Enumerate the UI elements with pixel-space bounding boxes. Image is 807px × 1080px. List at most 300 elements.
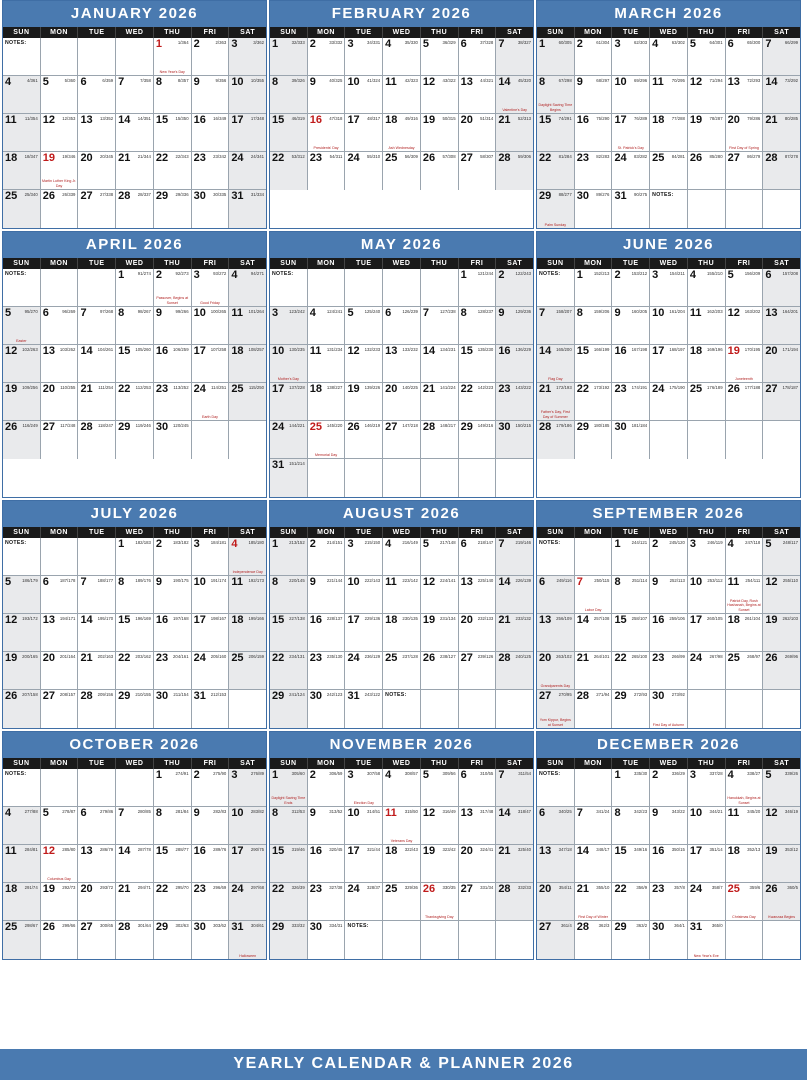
day-cell[interactable] [688, 769, 726, 807]
notes-cell[interactable] [345, 921, 383, 959]
day-cell[interactable] [270, 383, 308, 421]
day-cell[interactable] [421, 769, 459, 807]
day-cell[interactable] [612, 76, 650, 114]
day-cell[interactable] [41, 76, 79, 114]
day-cell[interactable] [650, 76, 688, 114]
day-cell[interactable] [763, 114, 800, 152]
empty-cell[interactable] [726, 421, 764, 459]
day-cell[interactable] [308, 921, 346, 959]
notes-cell[interactable] [537, 538, 575, 576]
day-cell[interactable] [459, 421, 497, 459]
day-cell[interactable] [537, 190, 575, 228]
empty-cell[interactable] [575, 769, 613, 807]
empty-cell[interactable] [229, 690, 266, 728]
day-cell[interactable] [496, 614, 533, 652]
day-cell[interactable] [154, 921, 192, 959]
day-cell[interactable] [612, 690, 650, 728]
day-cell[interactable] [650, 614, 688, 652]
day-cell[interactable] [763, 883, 800, 921]
day-cell[interactable] [383, 576, 421, 614]
day-cell[interactable] [383, 307, 421, 345]
day-cell[interactable] [308, 38, 346, 76]
day-cell[interactable] [308, 307, 346, 345]
day-cell[interactable] [78, 345, 116, 383]
day-cell[interactable] [726, 76, 764, 114]
empty-cell[interactable] [116, 769, 154, 807]
day-cell[interactable] [537, 652, 575, 690]
day-cell[interactable] [3, 421, 41, 459]
day-cell[interactable] [229, 345, 266, 383]
day-cell[interactable] [116, 921, 154, 959]
empty-cell[interactable] [688, 190, 726, 228]
day-cell[interactable] [229, 38, 266, 76]
day-cell[interactable] [688, 883, 726, 921]
day-cell[interactable] [116, 807, 154, 845]
day-cell[interactable] [270, 769, 308, 807]
notes-cell[interactable] [3, 38, 41, 76]
empty-cell[interactable] [496, 921, 533, 959]
day-cell[interactable] [650, 845, 688, 883]
day-cell[interactable] [575, 114, 613, 152]
empty-cell[interactable] [345, 269, 383, 307]
day-cell[interactable] [688, 576, 726, 614]
day-cell[interactable] [688, 38, 726, 76]
day-cell[interactable] [421, 652, 459, 690]
day-cell[interactable] [270, 614, 308, 652]
day-cell[interactable] [726, 307, 764, 345]
day-cell[interactable] [192, 614, 230, 652]
day-cell[interactable] [537, 345, 575, 383]
day-cell[interactable] [3, 883, 41, 921]
empty-cell[interactable] [421, 269, 459, 307]
day-cell[interactable] [537, 921, 575, 959]
day-cell[interactable] [270, 345, 308, 383]
day-cell[interactable] [192, 769, 230, 807]
day-cell[interactable] [78, 921, 116, 959]
day-cell[interactable] [154, 383, 192, 421]
day-cell[interactable] [78, 690, 116, 728]
day-cell[interactable] [650, 769, 688, 807]
day-cell[interactable] [3, 807, 41, 845]
day-cell[interactable] [537, 307, 575, 345]
day-cell[interactable] [612, 614, 650, 652]
notes-cell[interactable] [3, 538, 41, 576]
day-cell[interactable] [575, 921, 613, 959]
day-cell[interactable] [496, 769, 533, 807]
day-cell[interactable] [612, 421, 650, 459]
day-cell[interactable] [612, 769, 650, 807]
day-cell[interactable] [612, 114, 650, 152]
day-cell[interactable] [383, 538, 421, 576]
day-cell[interactable] [383, 769, 421, 807]
day-cell[interactable] [345, 652, 383, 690]
day-cell[interactable] [78, 383, 116, 421]
notes-cell[interactable] [3, 769, 41, 807]
day-cell[interactable] [78, 421, 116, 459]
day-cell[interactable] [575, 576, 613, 614]
day-cell[interactable] [154, 76, 192, 114]
day-cell[interactable] [78, 152, 116, 190]
day-cell[interactable] [688, 152, 726, 190]
day-cell[interactable] [308, 576, 346, 614]
day-cell[interactable] [763, 383, 800, 421]
day-cell[interactable] [575, 383, 613, 421]
empty-cell[interactable] [192, 421, 230, 459]
day-cell[interactable] [345, 421, 383, 459]
empty-cell[interactable] [383, 921, 421, 959]
day-cell[interactable] [229, 383, 266, 421]
day-cell[interactable] [575, 152, 613, 190]
day-cell[interactable] [383, 383, 421, 421]
day-cell[interactable] [650, 807, 688, 845]
day-cell[interactable] [496, 307, 533, 345]
empty-cell[interactable] [575, 538, 613, 576]
day-cell[interactable] [383, 421, 421, 459]
day-cell[interactable] [688, 345, 726, 383]
day-cell[interactable] [496, 269, 533, 307]
day-cell[interactable] [383, 614, 421, 652]
day-cell[interactable] [345, 576, 383, 614]
day-cell[interactable] [688, 921, 726, 959]
day-cell[interactable] [763, 269, 800, 307]
day-cell[interactable] [78, 807, 116, 845]
day-cell[interactable] [421, 883, 459, 921]
day-cell[interactable] [496, 652, 533, 690]
day-cell[interactable] [270, 807, 308, 845]
empty-cell[interactable] [41, 38, 79, 76]
day-cell[interactable] [41, 921, 79, 959]
empty-cell[interactable] [421, 921, 459, 959]
day-cell[interactable] [41, 576, 79, 614]
day-cell[interactable] [612, 807, 650, 845]
day-cell[interactable] [763, 807, 800, 845]
day-cell[interactable] [383, 38, 421, 76]
empty-cell[interactable] [763, 190, 800, 228]
day-cell[interactable] [78, 190, 116, 228]
day-cell[interactable] [421, 538, 459, 576]
day-cell[interactable] [650, 383, 688, 421]
day-cell[interactable] [496, 345, 533, 383]
day-cell[interactable] [3, 576, 41, 614]
day-cell[interactable] [154, 421, 192, 459]
day-cell[interactable] [650, 652, 688, 690]
day-cell[interactable] [270, 845, 308, 883]
day-cell[interactable] [537, 421, 575, 459]
day-cell[interactable] [308, 421, 346, 459]
day-cell[interactable] [229, 190, 266, 228]
day-cell[interactable] [650, 576, 688, 614]
day-cell[interactable] [270, 152, 308, 190]
empty-cell[interactable] [383, 269, 421, 307]
day-cell[interactable] [612, 38, 650, 76]
day-cell[interactable] [192, 190, 230, 228]
day-cell[interactable] [650, 883, 688, 921]
day-cell[interactable] [270, 421, 308, 459]
day-cell[interactable] [78, 307, 116, 345]
day-cell[interactable] [116, 690, 154, 728]
day-cell[interactable] [688, 614, 726, 652]
day-cell[interactable] [229, 576, 266, 614]
day-cell[interactable] [726, 383, 764, 421]
empty-cell[interactable] [459, 459, 497, 497]
day-cell[interactable] [459, 383, 497, 421]
day-cell[interactable] [575, 307, 613, 345]
day-cell[interactable] [116, 383, 154, 421]
day-cell[interactable] [459, 538, 497, 576]
day-cell[interactable] [421, 345, 459, 383]
day-cell[interactable] [270, 459, 308, 497]
notes-cell[interactable] [537, 769, 575, 807]
day-cell[interactable] [459, 269, 497, 307]
day-cell[interactable] [383, 114, 421, 152]
day-cell[interactable] [421, 383, 459, 421]
day-cell[interactable] [229, 883, 266, 921]
day-cell[interactable] [192, 383, 230, 421]
day-cell[interactable] [116, 883, 154, 921]
day-cell[interactable] [575, 269, 613, 307]
day-cell[interactable] [154, 652, 192, 690]
day-cell[interactable] [650, 38, 688, 76]
day-cell[interactable] [421, 614, 459, 652]
day-cell[interactable] [537, 383, 575, 421]
day-cell[interactable] [421, 576, 459, 614]
day-cell[interactable] [688, 807, 726, 845]
empty-cell[interactable] [726, 921, 764, 959]
day-cell[interactable] [3, 652, 41, 690]
day-cell[interactable] [3, 190, 41, 228]
day-cell[interactable] [421, 38, 459, 76]
day-cell[interactable] [345, 152, 383, 190]
day-cell[interactable] [41, 190, 79, 228]
day-cell[interactable] [459, 769, 497, 807]
day-cell[interactable] [612, 845, 650, 883]
day-cell[interactable] [41, 114, 79, 152]
empty-cell[interactable] [383, 459, 421, 497]
day-cell[interactable] [688, 845, 726, 883]
day-cell[interactable] [345, 345, 383, 383]
day-cell[interactable] [154, 576, 192, 614]
day-cell[interactable] [575, 190, 613, 228]
day-cell[interactable] [575, 690, 613, 728]
day-cell[interactable] [78, 114, 116, 152]
day-cell[interactable] [229, 614, 266, 652]
day-cell[interactable] [459, 652, 497, 690]
day-cell[interactable] [763, 152, 800, 190]
day-cell[interactable] [308, 883, 346, 921]
day-cell[interactable] [41, 307, 79, 345]
day-cell[interactable] [612, 576, 650, 614]
empty-cell[interactable] [78, 38, 116, 76]
day-cell[interactable] [650, 345, 688, 383]
day-cell[interactable] [308, 652, 346, 690]
empty-cell[interactable] [41, 538, 79, 576]
day-cell[interactable] [116, 307, 154, 345]
day-cell[interactable] [270, 76, 308, 114]
day-cell[interactable] [763, 769, 800, 807]
day-cell[interactable] [575, 76, 613, 114]
day-cell[interactable] [116, 345, 154, 383]
day-cell[interactable] [229, 307, 266, 345]
day-cell[interactable] [612, 190, 650, 228]
day-cell[interactable] [612, 345, 650, 383]
day-cell[interactable] [688, 652, 726, 690]
day-cell[interactable] [3, 845, 41, 883]
day-cell[interactable] [575, 652, 613, 690]
day-cell[interactable] [116, 152, 154, 190]
day-cell[interactable] [270, 690, 308, 728]
day-cell[interactable] [192, 652, 230, 690]
empty-cell[interactable] [726, 190, 764, 228]
day-cell[interactable] [154, 114, 192, 152]
day-cell[interactable] [229, 652, 266, 690]
day-cell[interactable] [650, 307, 688, 345]
day-cell[interactable] [459, 807, 497, 845]
day-cell[interactable] [421, 807, 459, 845]
day-cell[interactable] [383, 76, 421, 114]
day-cell[interactable] [3, 614, 41, 652]
day-cell[interactable] [192, 576, 230, 614]
empty-cell[interactable] [650, 421, 688, 459]
empty-cell[interactable] [459, 690, 497, 728]
day-cell[interactable] [459, 883, 497, 921]
day-cell[interactable] [763, 652, 800, 690]
day-cell[interactable] [78, 576, 116, 614]
day-cell[interactable] [650, 921, 688, 959]
day-cell[interactable] [575, 845, 613, 883]
day-cell[interactable] [154, 269, 192, 307]
day-cell[interactable] [650, 152, 688, 190]
day-cell[interactable] [688, 114, 726, 152]
day-cell[interactable] [726, 883, 764, 921]
day-cell[interactable] [345, 38, 383, 76]
day-cell[interactable] [78, 845, 116, 883]
day-cell[interactable] [345, 807, 383, 845]
day-cell[interactable] [270, 921, 308, 959]
empty-cell[interactable] [763, 690, 800, 728]
day-cell[interactable] [308, 769, 346, 807]
day-cell[interactable] [421, 845, 459, 883]
day-cell[interactable] [154, 769, 192, 807]
day-cell[interactable] [116, 421, 154, 459]
day-cell[interactable] [192, 807, 230, 845]
day-cell[interactable] [496, 38, 533, 76]
day-cell[interactable] [421, 114, 459, 152]
day-cell[interactable] [421, 421, 459, 459]
day-cell[interactable] [763, 576, 800, 614]
day-cell[interactable] [726, 576, 764, 614]
day-cell[interactable] [345, 76, 383, 114]
day-cell[interactable] [192, 38, 230, 76]
day-cell[interactable] [229, 807, 266, 845]
day-cell[interactable] [192, 76, 230, 114]
day-cell[interactable] [383, 845, 421, 883]
empty-cell[interactable] [78, 269, 116, 307]
day-cell[interactable] [612, 383, 650, 421]
empty-cell[interactable] [496, 459, 533, 497]
day-cell[interactable] [41, 690, 79, 728]
day-cell[interactable] [308, 614, 346, 652]
day-cell[interactable] [229, 114, 266, 152]
day-cell[interactable] [345, 769, 383, 807]
empty-cell[interactable] [78, 769, 116, 807]
day-cell[interactable] [345, 845, 383, 883]
day-cell[interactable] [726, 38, 764, 76]
day-cell[interactable] [78, 614, 116, 652]
day-cell[interactable] [78, 652, 116, 690]
day-cell[interactable] [308, 345, 346, 383]
day-cell[interactable] [496, 883, 533, 921]
day-cell[interactable] [154, 614, 192, 652]
day-cell[interactable] [345, 690, 383, 728]
day-cell[interactable] [383, 807, 421, 845]
day-cell[interactable] [192, 152, 230, 190]
day-cell[interactable] [3, 921, 41, 959]
empty-cell[interactable] [421, 690, 459, 728]
notes-cell[interactable] [270, 269, 308, 307]
empty-cell[interactable] [308, 459, 346, 497]
empty-cell[interactable] [41, 269, 79, 307]
day-cell[interactable] [308, 152, 346, 190]
empty-cell[interactable] [229, 421, 266, 459]
empty-cell[interactable] [763, 421, 800, 459]
day-cell[interactable] [459, 152, 497, 190]
day-cell[interactable] [41, 345, 79, 383]
day-cell[interactable] [726, 269, 764, 307]
day-cell[interactable] [726, 538, 764, 576]
day-cell[interactable] [3, 345, 41, 383]
empty-cell[interactable] [78, 538, 116, 576]
day-cell[interactable] [612, 269, 650, 307]
day-cell[interactable] [688, 307, 726, 345]
empty-cell[interactable] [421, 459, 459, 497]
day-cell[interactable] [192, 690, 230, 728]
empty-cell[interactable] [459, 921, 497, 959]
day-cell[interactable] [537, 614, 575, 652]
day-cell[interactable] [688, 538, 726, 576]
day-cell[interactable] [496, 807, 533, 845]
day-cell[interactable] [726, 652, 764, 690]
day-cell[interactable] [612, 307, 650, 345]
day-cell[interactable] [575, 807, 613, 845]
day-cell[interactable] [154, 883, 192, 921]
day-cell[interactable] [308, 76, 346, 114]
notes-cell[interactable] [650, 190, 688, 228]
day-cell[interactable] [3, 690, 41, 728]
day-cell[interactable] [726, 114, 764, 152]
day-cell[interactable] [41, 152, 79, 190]
day-cell[interactable] [345, 883, 383, 921]
day-cell[interactable] [154, 190, 192, 228]
day-cell[interactable] [763, 76, 800, 114]
day-cell[interactable] [270, 576, 308, 614]
day-cell[interactable] [421, 307, 459, 345]
day-cell[interactable] [496, 845, 533, 883]
day-cell[interactable] [229, 269, 266, 307]
day-cell[interactable] [537, 883, 575, 921]
day-cell[interactable] [116, 190, 154, 228]
day-cell[interactable] [459, 576, 497, 614]
day-cell[interactable] [726, 152, 764, 190]
day-cell[interactable] [612, 883, 650, 921]
day-cell[interactable] [459, 345, 497, 383]
day-cell[interactable] [459, 845, 497, 883]
day-cell[interactable] [41, 383, 79, 421]
day-cell[interactable] [537, 845, 575, 883]
day-cell[interactable] [116, 652, 154, 690]
day-cell[interactable] [537, 152, 575, 190]
day-cell[interactable] [308, 690, 346, 728]
day-cell[interactable] [345, 114, 383, 152]
